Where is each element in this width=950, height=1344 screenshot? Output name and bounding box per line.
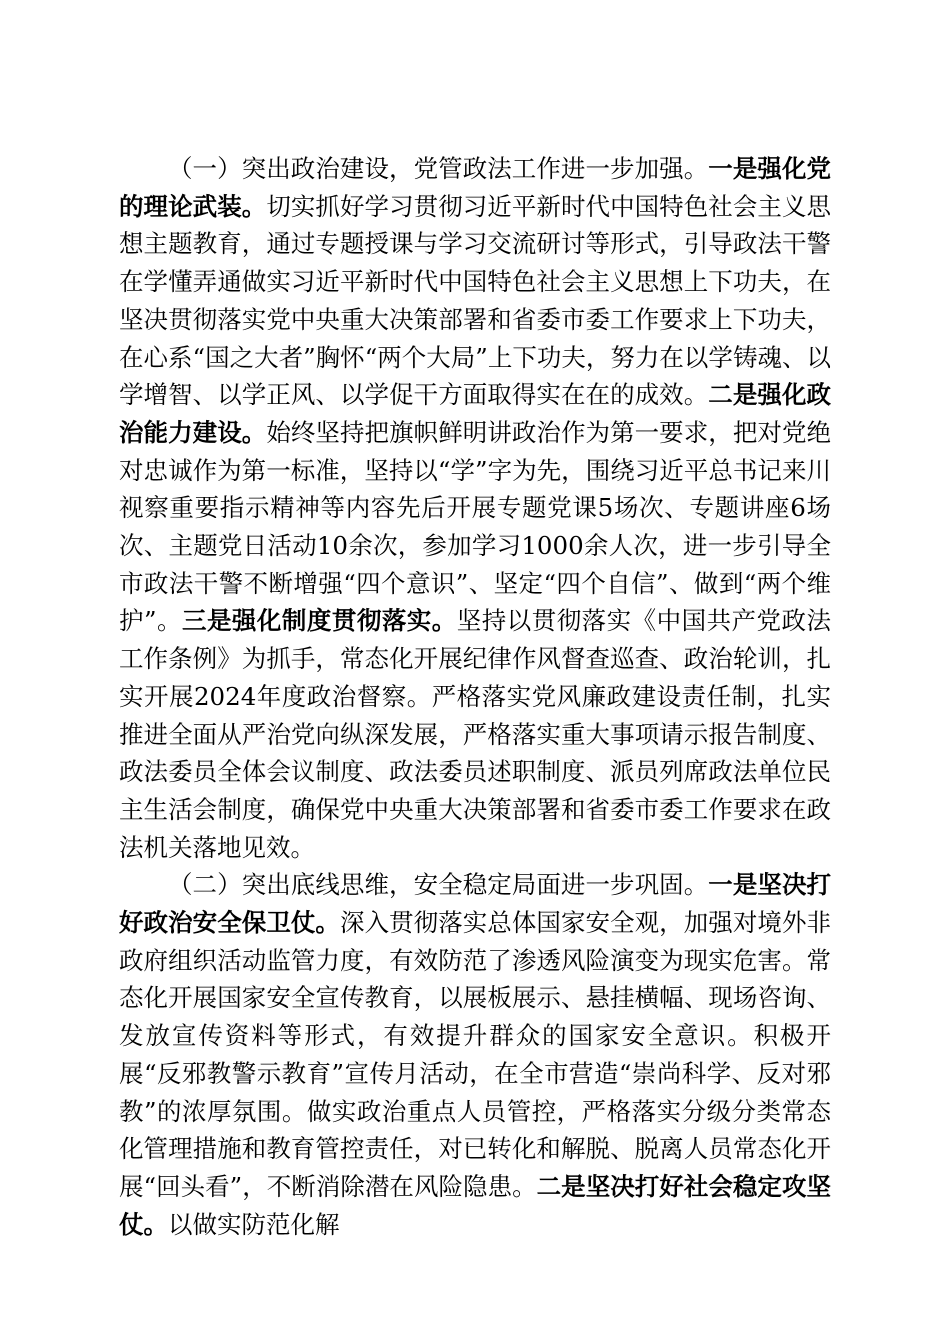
bold-point-social-stability: 二是坚决打好社会稳定攻坚仗。 xyxy=(119,1171,831,1239)
section-heading-2: （二）突出底线思维，安全稳定局面进一步巩固。 xyxy=(168,870,709,900)
body-text: 始终坚持把旗帜鲜明讲政治作为第一要求，把对党绝对忠诚作为第一标准，坚持以“学”字为先，围绕习近平总书记来川视察重要指示精神等内容先后开展专题党课5场次、专题讲座6场次、主题党日活动10余次，参加学习1000余人次，进一步引导全市政法干警不断增强“四个意识”、坚定“四个自信”、做到“两个维护”。 xyxy=(119,417,832,636)
body-text: 深入贯彻落实总体国家安全观，加强对境外非政府组织活动监管力度，有效防范了渗透风险演变为现实危害。常态化开展国家安全宣传教育，以展板展示、悬挂横幅、现场咨询、发放宣传资料等形式，有效提升群众的国家安全意识。积极开展“反邪教警示教育”宣传月活动，在全市营造“崇尚科学、反对邪教”的浓厚氛围。做实政治重点人员管控，严格落实分级分类常态化管理措施和教育管控责任，对已转化和解脱、脱离人员常态化开展“回头看”，不断消除潜在风险隐患。 xyxy=(119,908,832,1201)
section-heading-1: （一）突出政治建设，党管政法工作进一步加强。 xyxy=(168,154,709,183)
body-text: 切实抓好学习贯彻习近平新时代中国特色社会主义思想主题教育，通过专题授课与学习交流研讨等形式，引导政法干警在学懂弄通做实习近平新时代中国特色社会主义思想上下功夫，在坚决贯彻落实党中央重大决策部署和省委市委工作要求上下功夫，在心系“国之大者”胸怀“两个大局”上下功夫，努力在以学铸魂、以学增智、以学正风、以学促干方面取得实在在的成效。 xyxy=(119,191,832,410)
bold-point-theory: 一是强化党的理论武装。 xyxy=(119,154,832,221)
paragraph-bottom-line xyxy=(119,866,831,1243)
bold-point-institutions: 三是强化制度贯彻落实。 xyxy=(181,606,457,636)
body-text: 以做实防范化解 xyxy=(168,1209,340,1239)
paragraph-political-building xyxy=(119,150,831,866)
body-text: 坚持以贯彻落实《中国共产党政法工作条例》为抓手，常态化开展纪律作风督查巡查、政治轮训，扎实开展2024年度政治督察。严格落实党风廉政建设责任制，扎实推进全面从严治党向纵深发展，严格落实重大事项请示报告制度、政法委员全体会议制度、政法委员述职制度、派员列席政法单位民主生活会制度，确保党中央重大决策部署和省委市委工作要求在政法机关落地见效。 xyxy=(119,606,831,862)
bold-point-political-ability: 二是强化政治能力建设。 xyxy=(119,380,832,447)
document-body xyxy=(119,150,831,1243)
bold-point-political-security: 一是坚决打好政治安全保卫仗。 xyxy=(119,870,832,938)
